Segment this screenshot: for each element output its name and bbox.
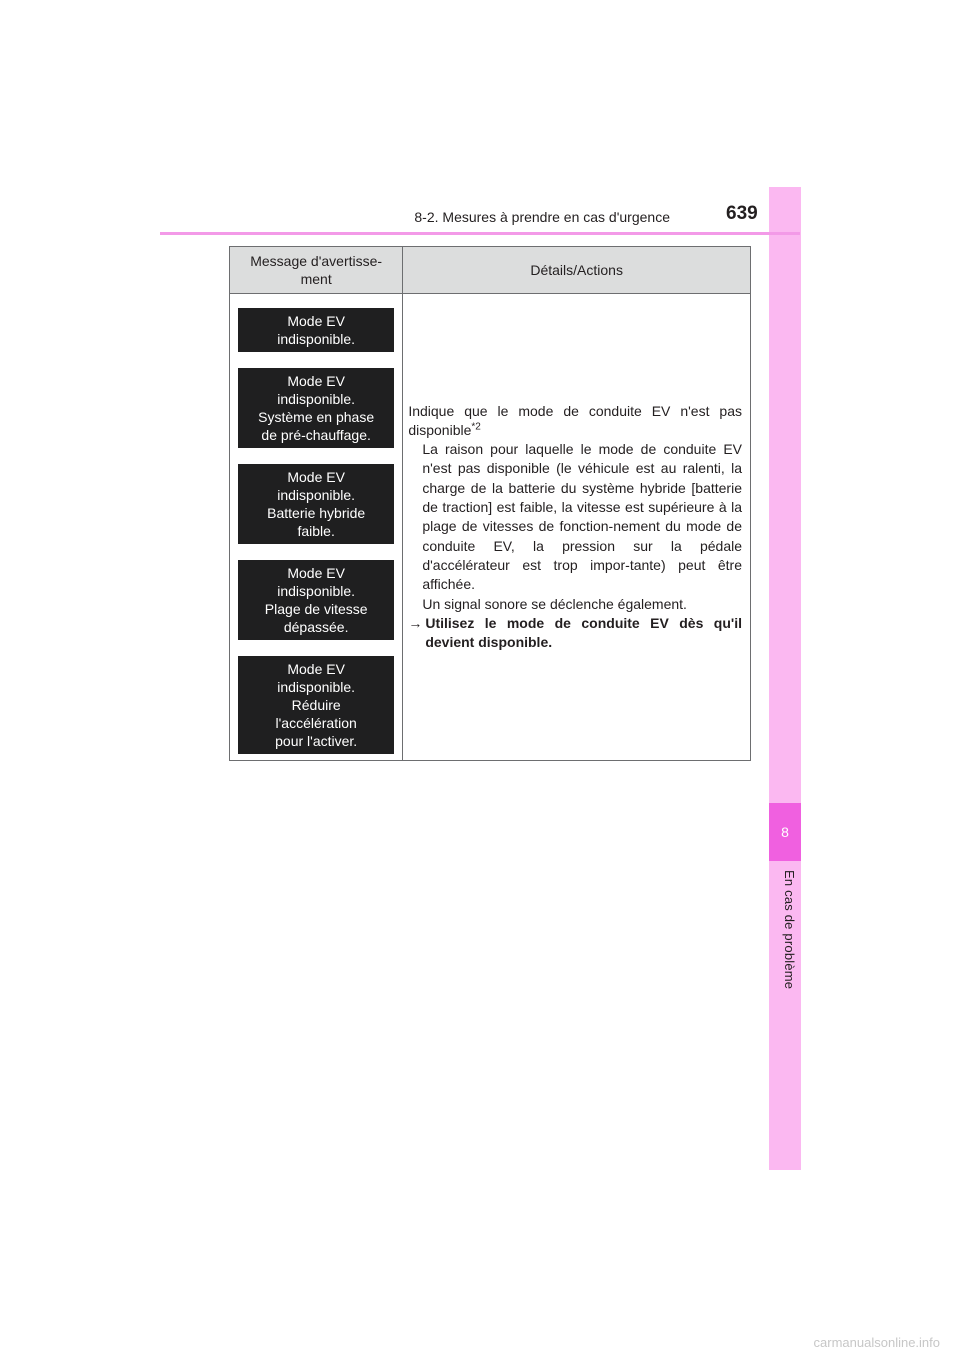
- column-header-message: Message d'avertisse-ment: [230, 247, 403, 294]
- chapter-number-badge: 8: [769, 803, 801, 861]
- warning-message-display: Mode EV indisponible. Plage de vitesse dépassée.: [238, 560, 394, 640]
- warning-message-display: Mode EV indisponible. Système en phase de pré-chauffage.: [238, 368, 394, 448]
- footnote-ref: *2: [471, 421, 481, 433]
- page-number: 639: [726, 203, 758, 224]
- section-title: 8-2. Mesures à prendre en cas d'urgence: [414, 209, 670, 225]
- warning-table: [229, 246, 751, 761]
- watermark: carmanualsonline.info: [813, 1335, 940, 1350]
- warning-message-display: Mode EV indisponible.: [238, 308, 394, 352]
- message-cell: [230, 294, 403, 761]
- warning-message-display: Mode EV indisponible. Batterie hybride faible.: [238, 464, 394, 544]
- column-header-details: Détails/Actions: [403, 247, 751, 294]
- chapter-title: En cas de problème: [782, 870, 797, 990]
- action-text: Utilisez le mode de conduite EV dès qu'il devient disponible.: [425, 614, 742, 651]
- action-line: [408, 614, 742, 653]
- details-cell: [403, 294, 751, 761]
- arrow-icon: →: [408, 614, 423, 631]
- table-header-row: [230, 247, 751, 294]
- table-row: [230, 294, 751, 761]
- details-signal: Un signal sonore se déclenche également.: [422, 595, 687, 612]
- chapter-side-tab: [769, 187, 801, 1170]
- details-reason: La raison pour laquelle le mode de conduite EV n'est pas disponible (le véhicule est au ralenti, la charge de la batterie du système hybride [batterie de traction] est faible, la vitesse est supérieure à la plage de vitesses de fonction-nement du mode de conduite EV, la pression sur la pédale d'accélérateur est trop impor-tante) peut être affichée.: [422, 441, 742, 593]
- warning-message-display: Mode EV indisponible. Réduire l'accélération pour l'activer.: [238, 656, 394, 754]
- header-divider: [160, 232, 800, 235]
- details-intro: Indique que le mode de conduite EV n'est pas disponible$^{*2}$: [408, 402, 742, 438]
